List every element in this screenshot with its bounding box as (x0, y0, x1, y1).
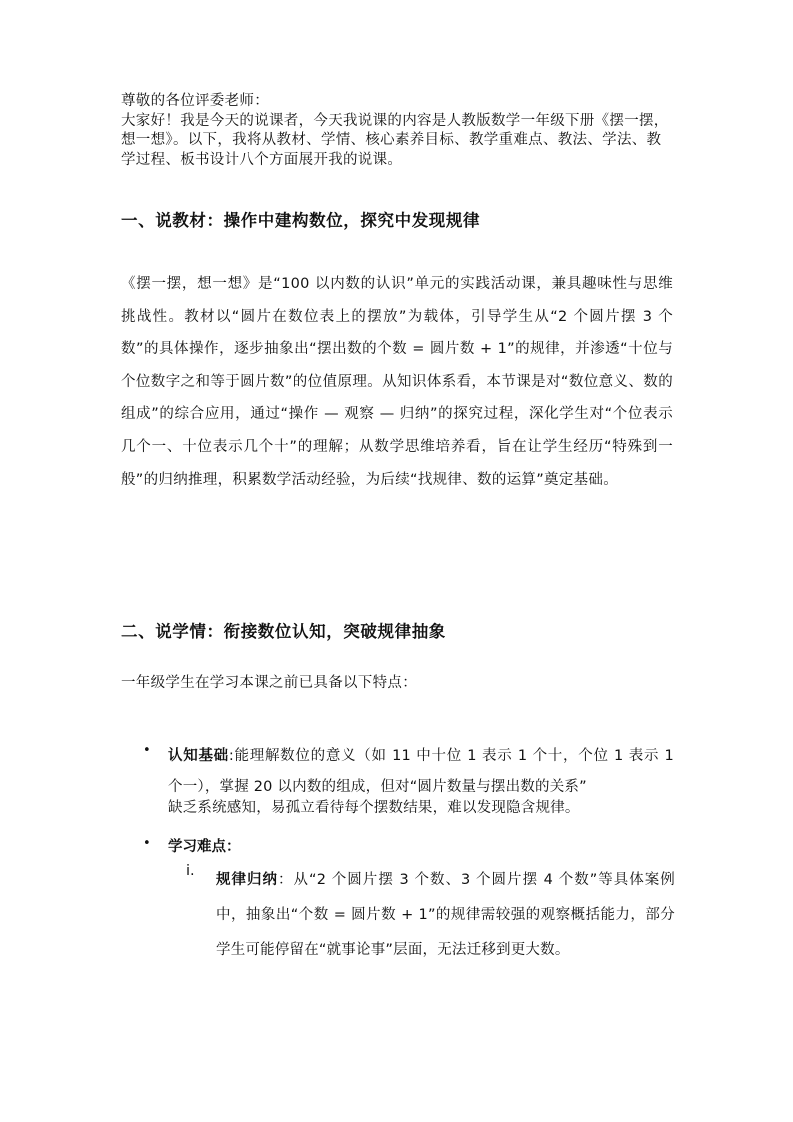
section-heading-learners: 二、说学情：衔接数位认知，突破规律抽象 (121, 622, 446, 641)
section-heading-textbook: 一、说教材：操作中建构数位，探究中发现规律 (121, 211, 481, 230)
bullet-dot-icon: • (143, 743, 151, 758)
bullet-item-cognitive (168, 741, 674, 817)
bullet-text-tail: 缺乏系统感知，易孤立看待每个摆数结果，难以发现隐含规律。 (168, 800, 580, 816)
textbook-paragraph: 《摆一摆，想一想》是“100 以内数的认识”单元的实践活动课，兼具趣味性与思维挑战性。教材以“圆片在数位表上的摆放”为载体，引导学生从“2 个圆片摆 3 个数”的具体操作，逐步抽象出“摆出数的个数 = 圆片数 + 1”的规律，并渗透“十位与个位数字之和等于圆片数”的位值原理。从知识体系看，本节课是对“数位意义、数的组成”的综合应用，通过“操作 — 观察 — 归纳”的探究过程，深化学生对“个位表示几个一、十位表示几个十”的理解；从数学思维培养看，旨在让学生经历“特殊到一般”的归纳推理，积累数学活动经验，为后续“找规律、数的运算”奠定基础。 (121, 276, 673, 488)
greeting-block (121, 92, 673, 170)
textbook-paragraph-block (121, 268, 673, 496)
intro-paragraph: 大家好！我是今天的说课者，今天我说课的内容是人教版数学一年级下册《摆一摆，想一想》。以下，我将从教材、学情、核心素养目标、教学重难点、教法、学法、教学过程、板书设计八个方面展开我的说课。 (121, 112, 669, 168)
bullet-dot-icon: • (143, 836, 151, 851)
sub-item-label: 规律归纳 (216, 872, 279, 888)
salutation: 尊敬的各位评委老师： (121, 93, 269, 109)
learners-intro: 一年级学生在学习本课之前已具备以下特点： (121, 675, 417, 691)
sub-item-text: ：从“2 个圆片摆 3 个数、3 个圆片摆 4 个数”等具体案例中，抽象出“个数 = 圆片数 + 1”的规律需较强的观察概括能力，部分学生可能停留在“就事论事”层面，无法迁移到更大数。 (216, 872, 675, 958)
sub-item-pattern (216, 863, 675, 968)
sub-item-marker: i. (186, 863, 195, 879)
bullet-item-difficulty: 学习难点： (168, 839, 241, 855)
bullet-label: 认知基础 (168, 748, 229, 764)
bullet-text: :能理解数位的意义（如 11 中十位 1 表示 1 个十，个位 1 表示 1 个一），掌握 20 以内数的组成，但对“圆片数量与摆出数的关系” (168, 748, 674, 795)
